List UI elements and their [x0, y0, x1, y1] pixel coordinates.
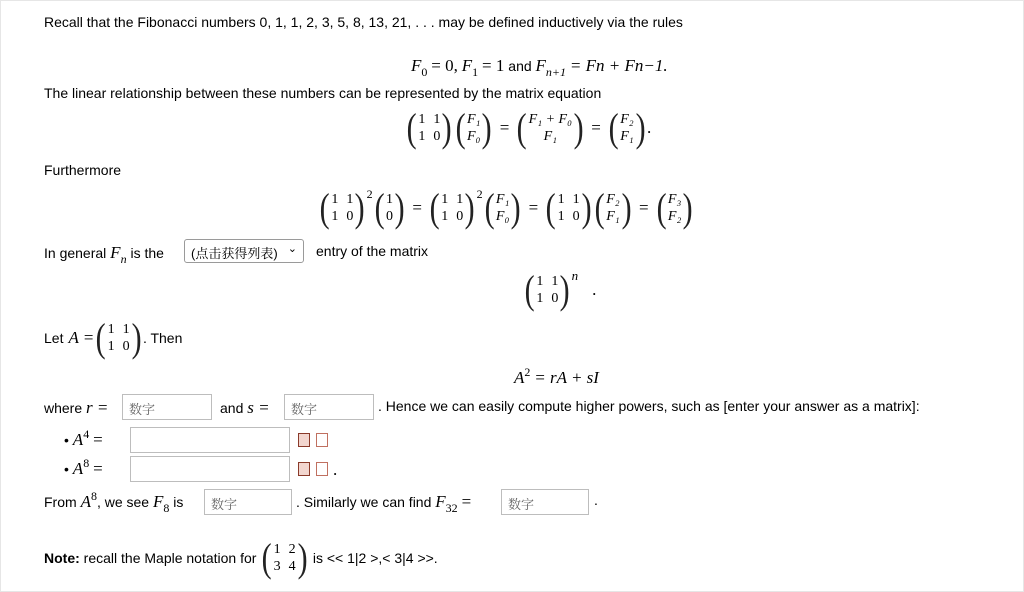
and-s-label: and s =: [220, 398, 270, 417]
hence-text: . Hence we can easily compute higher powers, such as [enter your answer as a matrix]:: [378, 398, 920, 414]
note-line: Note: recall the Maple notation for ( 1 2 3 4 ) is << 1|2 >,< 3|4 >>.: [44, 535, 438, 580]
f8-input[interactable]: 数字: [204, 489, 292, 515]
intro-text: Recall that the Fibonacci numbers 0, 1, 1, 2, 3, 5, 8, 13, 21, . . . may be defined inductively via the rules: [44, 14, 683, 30]
a8-matrix-input[interactable]: [130, 456, 290, 482]
from-a8-text: From A8, we see F8 is: [44, 489, 184, 515]
entry-of-matrix-text: entry of the matrix: [316, 243, 429, 259]
similarly-text: . Similarly we can find F32 =: [296, 492, 472, 515]
f32-input[interactable]: 数字: [501, 489, 589, 515]
where-text: where r =: [44, 398, 109, 417]
preview-icon[interactable]: [298, 462, 310, 476]
period: .: [333, 460, 338, 479]
furthermore-text: Furthermore: [44, 162, 122, 178]
document-icon[interactable]: [316, 462, 328, 476]
note-label: Note:: [44, 550, 80, 566]
a4-matrix-input[interactable]: [130, 427, 290, 453]
select-value: (点击获得列表): [191, 246, 278, 261]
a4-label: • A4 =: [64, 427, 103, 449]
matrix-equation-2: ( 1 1 1 0 ) 2 ( 1 0 ) = ( 1 1 1 0 ) 2 ( F₁ F₀ ) = ( 1 1 1 0 ) ( F₂ F₁ ) = ( F₃ F₂ ): [319, 185, 693, 230]
a-squared-equation: A2 = rA + sI: [514, 365, 599, 387]
chevron-down-icon: ⌄: [287, 243, 297, 255]
in-general-text: In general Fn is the: [44, 243, 164, 266]
matrix-equation-1: ( 1 1 1 0 ) ( F₁ F₀ ) = ( F₁ + F₀ F₁ ) = ( F₂ F₁ ) .: [406, 105, 652, 150]
let-a-definition: Let A = ( 1 1 1 0 ) . Then: [44, 315, 183, 360]
preview-icon[interactable]: [298, 433, 310, 447]
fibonacci-rules: F0 = 0, F1 = 1 and Fn+1 = Fn + Fn−1.: [411, 56, 668, 79]
s-input[interactable]: 数字: [284, 394, 374, 420]
linear-relationship-text: The linear relationship between these numbers can be represented by the matrix equation: [44, 85, 602, 101]
entry-select-dropdown[interactable]: [184, 239, 304, 263]
period-2: .: [594, 492, 598, 508]
document-icon[interactable]: [316, 433, 328, 447]
a8-label: • A8 =: [64, 456, 103, 478]
matrix-power-n: ( 1 1 1 0 ) n .: [524, 267, 597, 312]
r-input[interactable]: 数字: [122, 394, 212, 420]
